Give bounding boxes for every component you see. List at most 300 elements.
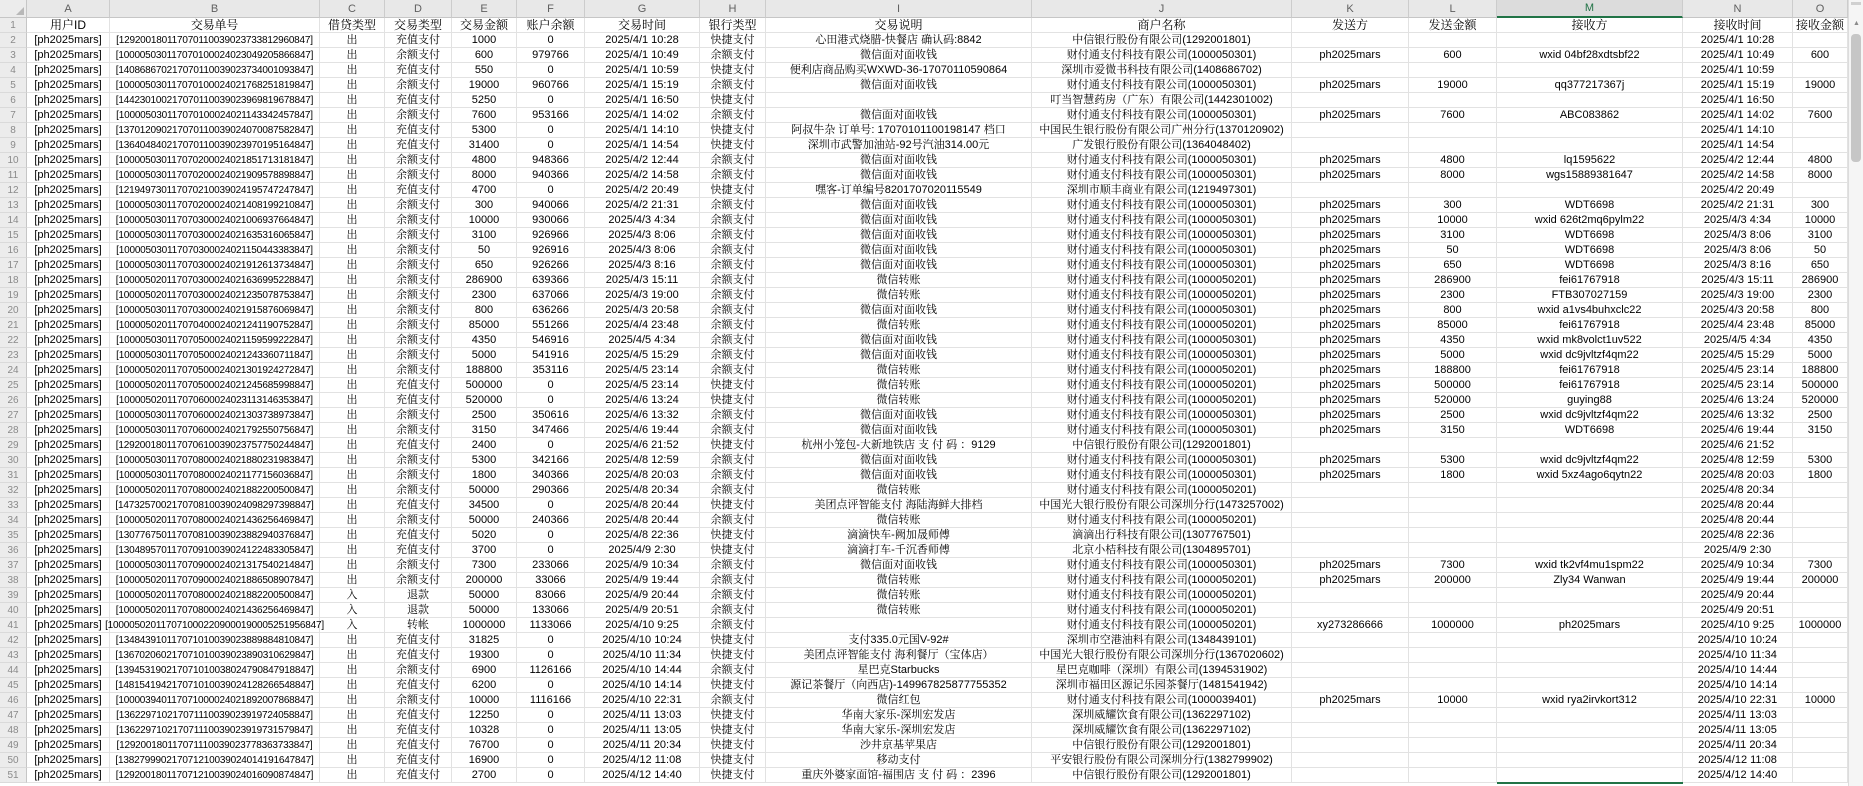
cell-F48[interactable]: 0 (517, 723, 585, 738)
cell-O47[interactable] (1793, 708, 1848, 723)
cell-F25[interactable]: 0 (517, 378, 585, 393)
cell-K28[interactable]: ph2025mars (1292, 423, 1409, 438)
cell-B26[interactable]: [100005020117070600024023113146353847] (110, 393, 320, 408)
cell-E48[interactable]: 10328 (452, 723, 517, 738)
cell-I1[interactable]: 交易说明 (766, 18, 1032, 33)
cell-C40[interactable]: 入 (320, 603, 385, 618)
cell-B5[interactable]: [100005030117070100024021768251819847] (110, 78, 320, 93)
cell-D4[interactable]: 充值支付 (385, 63, 452, 78)
cell-I18[interactable]: 微信转账 (766, 273, 1032, 288)
cell-D44[interactable]: 余额支付 (385, 663, 452, 678)
cell-M21[interactable]: fei61767918 (1497, 318, 1683, 333)
cell-B32[interactable]: [100005020117070800024021882200500847] (110, 483, 320, 498)
cell-K19[interactable]: ph2025mars (1292, 288, 1409, 303)
cell-I13[interactable]: 微信面对面收钱 (766, 198, 1032, 213)
column-header-E[interactable]: E (452, 0, 517, 18)
cell-I10[interactable]: 微信面对面收钱 (766, 153, 1032, 168)
cell-G42[interactable]: 2025/4/10 10:24 (585, 633, 700, 648)
cell-A7[interactable]: [ph2025mars] (27, 108, 110, 123)
cell-M47[interactable] (1497, 708, 1683, 723)
row-number-9[interactable]: 9 (0, 138, 27, 153)
cell-I9[interactable]: 深圳市武警加油站-92号汽油314.00元 (766, 138, 1032, 153)
cell-N20[interactable]: 2025/4/3 20:58 (1683, 303, 1793, 318)
cell-G38[interactable]: 2025/4/9 19:44 (585, 573, 700, 588)
cell-N17[interactable]: 2025/4/3 8:16 (1683, 258, 1793, 273)
cell-I16[interactable]: 微信面对面收钱 (766, 243, 1032, 258)
cell-M6[interactable] (1497, 93, 1683, 108)
cell-H27[interactable]: 余额支付 (700, 408, 766, 423)
cell-J22[interactable]: 财付通支付科技有限公司(1000050301) (1032, 333, 1292, 348)
cell-E23[interactable]: 5000 (452, 348, 517, 363)
cell-A43[interactable]: [ph2025mars] (27, 648, 110, 663)
cell-O38[interactable]: 200000 (1793, 573, 1848, 588)
cell-H26[interactable]: 快捷支付 (700, 393, 766, 408)
cell-A3[interactable]: [ph2025mars] (27, 48, 110, 63)
cell-L5[interactable]: 19000 (1409, 78, 1497, 93)
cell-E12[interactable]: 4700 (452, 183, 517, 198)
cell-M42[interactable] (1497, 633, 1683, 648)
cell-M34[interactable] (1497, 513, 1683, 528)
cell-K24[interactable]: ph2025mars (1292, 363, 1409, 378)
cell-J15[interactable]: 财付通支付科技有限公司(1000050301) (1032, 228, 1292, 243)
cell-C2[interactable]: 出 (320, 33, 385, 48)
cell-F15[interactable]: 926966 (517, 228, 585, 243)
cell-J31[interactable]: 财付通支付科技有限公司(1000050301) (1032, 468, 1292, 483)
column-header-I[interactable]: I (766, 0, 1032, 18)
cell-O24[interactable]: 188800 (1793, 363, 1848, 378)
row-number-23[interactable]: 23 (0, 348, 27, 363)
cell-G2[interactable]: 2025/4/1 10:28 (585, 33, 700, 48)
cell-H43[interactable]: 快捷支付 (700, 648, 766, 663)
cell-K36[interactable] (1292, 543, 1409, 558)
cell-M2[interactable] (1497, 33, 1683, 48)
cell-I2[interactable]: 心田港式烧腊-快餐店 确认码:8842 (766, 33, 1032, 48)
cell-I47[interactable]: 华南大家乐-深圳宏发店 (766, 708, 1032, 723)
cell-A36[interactable]: [ph2025mars] (27, 543, 110, 558)
cell-J39[interactable]: 财付通支付科技有限公司(1000050201) (1032, 588, 1292, 603)
cell-L44[interactable] (1409, 663, 1497, 678)
cell-N24[interactable]: 2025/4/5 23:14 (1683, 363, 1793, 378)
column-header-D[interactable]: D (385, 0, 452, 18)
cell-L18[interactable]: 286900 (1409, 273, 1497, 288)
cell-H41[interactable]: 余额支付 (700, 618, 766, 633)
cell-I37[interactable]: 微信面对面收钱 (766, 558, 1032, 573)
cell-E36[interactable]: 3700 (452, 543, 517, 558)
cell-N11[interactable]: 2025/4/2 14:58 (1683, 168, 1793, 183)
row-number-20[interactable]: 20 (0, 303, 27, 318)
cell-H40[interactable]: 余额支付 (700, 603, 766, 618)
cell-N14[interactable]: 2025/4/3 4:34 (1683, 213, 1793, 228)
cell-E31[interactable]: 1800 (452, 468, 517, 483)
cell-D41[interactable]: 转帐 (385, 618, 452, 633)
row-number-46[interactable]: 46 (0, 693, 27, 708)
cell-K31[interactable]: ph2025mars (1292, 468, 1409, 483)
cell-D23[interactable]: 余额支付 (385, 348, 452, 363)
cell-A13[interactable]: [ph2025mars] (27, 198, 110, 213)
cell-O35[interactable] (1793, 528, 1848, 543)
cell-H30[interactable]: 余额支付 (700, 453, 766, 468)
cell-K7[interactable]: ph2025mars (1292, 108, 1409, 123)
cell-G18[interactable]: 2025/4/3 15:11 (585, 273, 700, 288)
cell-H8[interactable]: 快捷支付 (700, 123, 766, 138)
cell-D14[interactable]: 余额支付 (385, 213, 452, 228)
cell-J48[interactable]: 深圳威耀饮食有限公司(1362297102) (1032, 723, 1292, 738)
cell-C32[interactable]: 出 (320, 483, 385, 498)
cell-F23[interactable]: 541916 (517, 348, 585, 363)
cell-F1[interactable]: 账户余额 (517, 18, 585, 33)
cell-K20[interactable]: ph2025mars (1292, 303, 1409, 318)
cell-O23[interactable]: 5000 (1793, 348, 1848, 363)
cell-L24[interactable]: 188800 (1409, 363, 1497, 378)
cell-F21[interactable]: 551266 (517, 318, 585, 333)
cell-F36[interactable]: 0 (517, 543, 585, 558)
cell-G11[interactable]: 2025/4/2 14:58 (585, 168, 700, 183)
cell-O39[interactable] (1793, 588, 1848, 603)
cell-L7[interactable]: 7600 (1409, 108, 1497, 123)
cell-D32[interactable]: 余额支付 (385, 483, 452, 498)
cell-B7[interactable]: [100005030117070100024021143342457847] (110, 108, 320, 123)
cell-C19[interactable]: 出 (320, 288, 385, 303)
row-number-36[interactable]: 36 (0, 543, 27, 558)
cell-D17[interactable]: 余额支付 (385, 258, 452, 273)
cell-C18[interactable]: 出 (320, 273, 385, 288)
cell-K34[interactable] (1292, 513, 1409, 528)
cell-N49[interactable]: 2025/4/11 20:34 (1683, 738, 1793, 753)
cell-A18[interactable]: [ph2025mars] (27, 273, 110, 288)
row-number-3[interactable]: 3 (0, 48, 27, 63)
cell-G3[interactable]: 2025/4/1 10:49 (585, 48, 700, 63)
row-number-42[interactable]: 42 (0, 633, 27, 648)
cell-J4[interactable]: 深圳市爱微书科技有限公司(1408686702) (1032, 63, 1292, 78)
cell-B31[interactable]: [100005030117070800024021177156036847] (110, 468, 320, 483)
cell-G9[interactable]: 2025/4/1 14:54 (585, 138, 700, 153)
cell-F14[interactable]: 930066 (517, 213, 585, 228)
cell-M13[interactable]: WDT6698 (1497, 198, 1683, 213)
cell-M28[interactable]: WDT6698 (1497, 423, 1683, 438)
cell-I30[interactable]: 微信面对面收钱 (766, 453, 1032, 468)
cell-I32[interactable]: 微信转账 (766, 483, 1032, 498)
row-number-31[interactable]: 31 (0, 468, 27, 483)
cell-A45[interactable]: [ph2025mars] (27, 678, 110, 693)
cell-J9[interactable]: 广发银行股份有限公司(1364048402) (1032, 138, 1292, 153)
cell-B46[interactable]: [100003940117071000024021892007868847] (110, 693, 320, 708)
cell-I49[interactable]: 沙井京基苹果店 (766, 738, 1032, 753)
row-number-6[interactable]: 6 (0, 93, 27, 108)
cell-K32[interactable] (1292, 483, 1409, 498)
cell-I41[interactable] (766, 618, 1032, 633)
cell-O20[interactable]: 800 (1793, 303, 1848, 318)
cell-A34[interactable]: [ph2025mars] (27, 513, 110, 528)
cell-L40[interactable] (1409, 603, 1497, 618)
cell-N15[interactable]: 2025/4/3 8:06 (1683, 228, 1793, 243)
cell-G19[interactable]: 2025/4/3 19:00 (585, 288, 700, 303)
cell-B23[interactable]: [100005030117070500024021243360711847] (110, 348, 320, 363)
cell-E27[interactable]: 2500 (452, 408, 517, 423)
cell-N47[interactable]: 2025/4/11 13:03 (1683, 708, 1793, 723)
cell-I45[interactable]: 源记茶餐厅（向西店)-149967825877755352 (766, 678, 1032, 693)
cell-O18[interactable]: 286900 (1793, 273, 1848, 288)
cell-B18[interactable]: [100005020117070300024021636995228847] (110, 273, 320, 288)
cell-N30[interactable]: 2025/4/8 12:59 (1683, 453, 1793, 468)
cell-O48[interactable] (1793, 723, 1848, 738)
cell-L15[interactable]: 3100 (1409, 228, 1497, 243)
cell-G27[interactable]: 2025/4/6 13:32 (585, 408, 700, 423)
cell-G36[interactable]: 2025/4/9 2:30 (585, 543, 700, 558)
cell-I4[interactable]: 便利店商品购买WXWD-36-17070110590864 (766, 63, 1032, 78)
cell-A33[interactable]: [ph2025mars] (27, 498, 110, 513)
cell-M32[interactable] (1497, 483, 1683, 498)
column-header-L[interactable]: L (1409, 0, 1497, 18)
cell-A19[interactable]: [ph2025mars] (27, 288, 110, 303)
cell-M22[interactable]: wxid mk8volct1uv522 (1497, 333, 1683, 348)
cell-B47[interactable]: [136229710217071110039023919724058847] (110, 708, 320, 723)
cell-L33[interactable] (1409, 498, 1497, 513)
cell-D9[interactable]: 充值支付 (385, 138, 452, 153)
cell-J21[interactable]: 财付通支付科技有限公司(1000050201) (1032, 318, 1292, 333)
row-number-45[interactable]: 45 (0, 678, 27, 693)
cell-O16[interactable]: 50 (1793, 243, 1848, 258)
cell-F27[interactable]: 350616 (517, 408, 585, 423)
cell-M30[interactable]: wxid dc9jvltzf4qm22 (1497, 453, 1683, 468)
cell-I40[interactable]: 微信转账 (766, 603, 1032, 618)
row-number-11[interactable]: 11 (0, 168, 27, 183)
cell-L31[interactable]: 1800 (1409, 468, 1497, 483)
cell-F2[interactable]: 0 (517, 33, 585, 48)
cell-H22[interactable]: 余额支付 (700, 333, 766, 348)
cell-N34[interactable]: 2025/4/8 20:44 (1683, 513, 1793, 528)
cell-J23[interactable]: 财付通支付科技有限公司(1000050301) (1032, 348, 1292, 363)
cell-L49[interactable] (1409, 738, 1497, 753)
cell-O50[interactable] (1793, 753, 1848, 768)
cell-N9[interactable]: 2025/4/1 14:54 (1683, 138, 1793, 153)
cell-A22[interactable]: [ph2025mars] (27, 333, 110, 348)
cell-E38[interactable]: 200000 (452, 573, 517, 588)
cell-J32[interactable]: 财付通支付科技有限公司(1000050201) (1032, 483, 1292, 498)
cell-I22[interactable]: 微信面对面收钱 (766, 333, 1032, 348)
cell-G7[interactable]: 2025/4/1 14:02 (585, 108, 700, 123)
cell-H5[interactable]: 余额支付 (700, 78, 766, 93)
cell-L51[interactable] (1409, 768, 1497, 783)
cell-N50[interactable]: 2025/4/12 11:08 (1683, 753, 1793, 768)
cell-C29[interactable]: 出 (320, 438, 385, 453)
cell-G41[interactable]: 2025/4/10 9:25 (585, 618, 700, 633)
cell-L45[interactable] (1409, 678, 1497, 693)
cell-G26[interactable]: 2025/4/6 13:24 (585, 393, 700, 408)
cell-H44[interactable]: 余额支付 (700, 663, 766, 678)
cell-J11[interactable]: 财付通支付科技有限公司(1000050301) (1032, 168, 1292, 183)
cell-B21[interactable]: [100005020117070400024021241190752847] (110, 318, 320, 333)
cell-F44[interactable]: 1126166 (517, 663, 585, 678)
cell-H45[interactable]: 快捷支付 (700, 678, 766, 693)
cell-N13[interactable]: 2025/4/2 21:31 (1683, 198, 1793, 213)
cell-N38[interactable]: 2025/4/9 19:44 (1683, 573, 1793, 588)
cell-O19[interactable]: 2300 (1793, 288, 1848, 303)
row-number-5[interactable]: 5 (0, 78, 27, 93)
cell-O32[interactable] (1793, 483, 1848, 498)
row-number-28[interactable]: 28 (0, 423, 27, 438)
cell-A1[interactable]: 用户ID (27, 18, 110, 33)
cell-O36[interactable] (1793, 543, 1848, 558)
cell-F18[interactable]: 639366 (517, 273, 585, 288)
cell-L12[interactable] (1409, 183, 1497, 198)
column-header-G[interactable]: G (585, 0, 700, 18)
cell-N40[interactable]: 2025/4/9 20:51 (1683, 603, 1793, 618)
cell-E5[interactable]: 19000 (452, 78, 517, 93)
cell-A37[interactable]: [ph2025mars] (27, 558, 110, 573)
cell-K40[interactable] (1292, 603, 1409, 618)
cell-D24[interactable]: 余额支付 (385, 363, 452, 378)
cell-N16[interactable]: 2025/4/3 8:06 (1683, 243, 1793, 258)
cell-M5[interactable]: qq377217367j (1497, 78, 1683, 93)
cell-N26[interactable]: 2025/4/6 13:24 (1683, 393, 1793, 408)
cell-K25[interactable]: ph2025mars (1292, 378, 1409, 393)
cell-F46[interactable]: 1116166 (517, 693, 585, 708)
cell-L27[interactable]: 2500 (1409, 408, 1497, 423)
cell-O34[interactable] (1793, 513, 1848, 528)
cell-E17[interactable]: 650 (452, 258, 517, 273)
cell-A42[interactable]: [ph2025mars] (27, 633, 110, 648)
cell-I24[interactable]: 微信转账 (766, 363, 1032, 378)
cell-N42[interactable]: 2025/4/10 10:24 (1683, 633, 1793, 648)
cell-B44[interactable]: [139453190217071010038024790847918847] (110, 663, 320, 678)
cell-L32[interactable] (1409, 483, 1497, 498)
cell-C47[interactable]: 出 (320, 708, 385, 723)
cell-J51[interactable]: 中信银行股份有限公司(1292001801) (1032, 768, 1292, 783)
cell-J28[interactable]: 财付通支付科技有限公司(1000050301) (1032, 423, 1292, 438)
cell-G50[interactable]: 2025/4/12 11:08 (585, 753, 700, 768)
cell-E6[interactable]: 5250 (452, 93, 517, 108)
cell-O49[interactable] (1793, 738, 1848, 753)
cell-L47[interactable] (1409, 708, 1497, 723)
cell-A6[interactable]: [ph2025mars] (27, 93, 110, 108)
cell-D15[interactable]: 余额支付 (385, 228, 452, 243)
cell-C20[interactable]: 出 (320, 303, 385, 318)
cell-D51[interactable]: 充值支付 (385, 768, 452, 783)
cell-D3[interactable]: 余额支付 (385, 48, 452, 63)
cell-D49[interactable]: 充值支付 (385, 738, 452, 753)
cell-I19[interactable]: 微信转账 (766, 288, 1032, 303)
cell-K12[interactable] (1292, 183, 1409, 198)
cell-J25[interactable]: 财付通支付科技有限公司(1000050201) (1032, 378, 1292, 393)
cell-F39[interactable]: 83066 (517, 588, 585, 603)
cell-L35[interactable] (1409, 528, 1497, 543)
cell-F5[interactable]: 960766 (517, 78, 585, 93)
cell-F37[interactable]: 233066 (517, 558, 585, 573)
cell-O22[interactable]: 4350 (1793, 333, 1848, 348)
row-number-24[interactable]: 24 (0, 363, 27, 378)
cell-M27[interactable]: wxid dc9jvltzf4qm22 (1497, 408, 1683, 423)
cell-L6[interactable] (1409, 93, 1497, 108)
cell-E40[interactable]: 50000 (452, 603, 517, 618)
cell-C27[interactable]: 出 (320, 408, 385, 423)
cell-H19[interactable]: 余额支付 (700, 288, 766, 303)
cell-J41[interactable]: 财付通支付科技有限公司(1000050201) (1032, 618, 1292, 633)
cell-O30[interactable]: 5300 (1793, 453, 1848, 468)
cell-O44[interactable] (1793, 663, 1848, 678)
cell-B9[interactable]: [136404840217070110039023970195164847] (110, 138, 320, 153)
cell-D28[interactable]: 余额支付 (385, 423, 452, 438)
cell-M24[interactable]: fei61767918 (1497, 363, 1683, 378)
cell-E44[interactable]: 6900 (452, 663, 517, 678)
cell-G34[interactable]: 2025/4/8 20:44 (585, 513, 700, 528)
cell-C51[interactable]: 出 (320, 768, 385, 783)
cell-K4[interactable] (1292, 63, 1409, 78)
cell-H12[interactable]: 快捷支付 (700, 183, 766, 198)
cell-O26[interactable]: 520000 (1793, 393, 1848, 408)
cell-D1[interactable]: 交易类型 (385, 18, 452, 33)
cell-C28[interactable]: 出 (320, 423, 385, 438)
row-number-19[interactable]: 19 (0, 288, 27, 303)
cell-F33[interactable]: 0 (517, 498, 585, 513)
cell-D20[interactable]: 余额支付 (385, 303, 452, 318)
cell-I5[interactable]: 微信面对面收钱 (766, 78, 1032, 93)
cell-B2[interactable]: [129200180117070110039023733812960847] (110, 33, 320, 48)
cell-L8[interactable] (1409, 123, 1497, 138)
cell-I12[interactable]: 嘿客-订单编号8201707020115549 (766, 183, 1032, 198)
cell-F50[interactable]: 0 (517, 753, 585, 768)
cell-A41[interactable]: [ph2025mars] (27, 618, 110, 633)
cell-B6[interactable]: [144230100217070110039023969819678847] (110, 93, 320, 108)
cell-E49[interactable]: 76700 (452, 738, 517, 753)
cell-N35[interactable]: 2025/4/8 22:36 (1683, 528, 1793, 543)
cell-D25[interactable]: 充值支付 (385, 378, 452, 393)
cell-F43[interactable]: 0 (517, 648, 585, 663)
cell-E30[interactable]: 5300 (452, 453, 517, 468)
cell-E47[interactable]: 12250 (452, 708, 517, 723)
cell-A35[interactable]: [ph2025mars] (27, 528, 110, 543)
cell-O9[interactable] (1793, 138, 1848, 153)
cell-H7[interactable]: 余额支付 (700, 108, 766, 123)
cell-L46[interactable]: 10000 (1409, 693, 1497, 708)
cell-N7[interactable]: 2025/4/1 14:02 (1683, 108, 1793, 123)
cell-H24[interactable]: 余额支付 (700, 363, 766, 378)
cell-C37[interactable]: 出 (320, 558, 385, 573)
cell-N23[interactable]: 2025/4/5 15:29 (1683, 348, 1793, 363)
cell-K30[interactable]: ph2025mars (1292, 453, 1409, 468)
cell-F41[interactable]: 1133066 (517, 618, 585, 633)
cell-L50[interactable] (1409, 753, 1497, 768)
cell-N6[interactable]: 2025/4/1 16:50 (1683, 93, 1793, 108)
cell-J49[interactable]: 中信银行股份有限公司(1292001801) (1032, 738, 1292, 753)
cell-J46[interactable]: 财付通支付科技有限公司(1000039401) (1032, 693, 1292, 708)
cell-O37[interactable]: 7300 (1793, 558, 1848, 573)
cell-N33[interactable]: 2025/4/8 20:44 (1683, 498, 1793, 513)
cell-D48[interactable]: 充值支付 (385, 723, 452, 738)
cell-A11[interactable]: [ph2025mars] (27, 168, 110, 183)
row-number-33[interactable]: 33 (0, 498, 27, 513)
cell-C25[interactable]: 出 (320, 378, 385, 393)
cell-M44[interactable] (1497, 663, 1683, 678)
cell-E42[interactable]: 31825 (452, 633, 517, 648)
cell-I34[interactable]: 微信转账 (766, 513, 1032, 528)
cell-C6[interactable]: 出 (320, 93, 385, 108)
cell-H16[interactable]: 余额支付 (700, 243, 766, 258)
cell-D45[interactable]: 充值支付 (385, 678, 452, 693)
cell-J24[interactable]: 财付通支付科技有限公司(1000050201) (1032, 363, 1292, 378)
cell-K18[interactable]: ph2025mars (1292, 273, 1409, 288)
cell-A23[interactable]: [ph2025mars] (27, 348, 110, 363)
cell-H32[interactable]: 余额支付 (700, 483, 766, 498)
cell-B3[interactable]: [100005030117070100024023049205866847] (110, 48, 320, 63)
cell-E21[interactable]: 85000 (452, 318, 517, 333)
cell-M12[interactable] (1497, 183, 1683, 198)
cell-C41[interactable]: 入 (320, 618, 385, 633)
cell-G44[interactable]: 2025/4/10 14:44 (585, 663, 700, 678)
cell-D43[interactable]: 充值支付 (385, 648, 452, 663)
cell-N18[interactable]: 2025/4/3 15:11 (1683, 273, 1793, 288)
cell-O15[interactable]: 3100 (1793, 228, 1848, 243)
cell-N46[interactable]: 2025/4/10 22:31 (1683, 693, 1793, 708)
